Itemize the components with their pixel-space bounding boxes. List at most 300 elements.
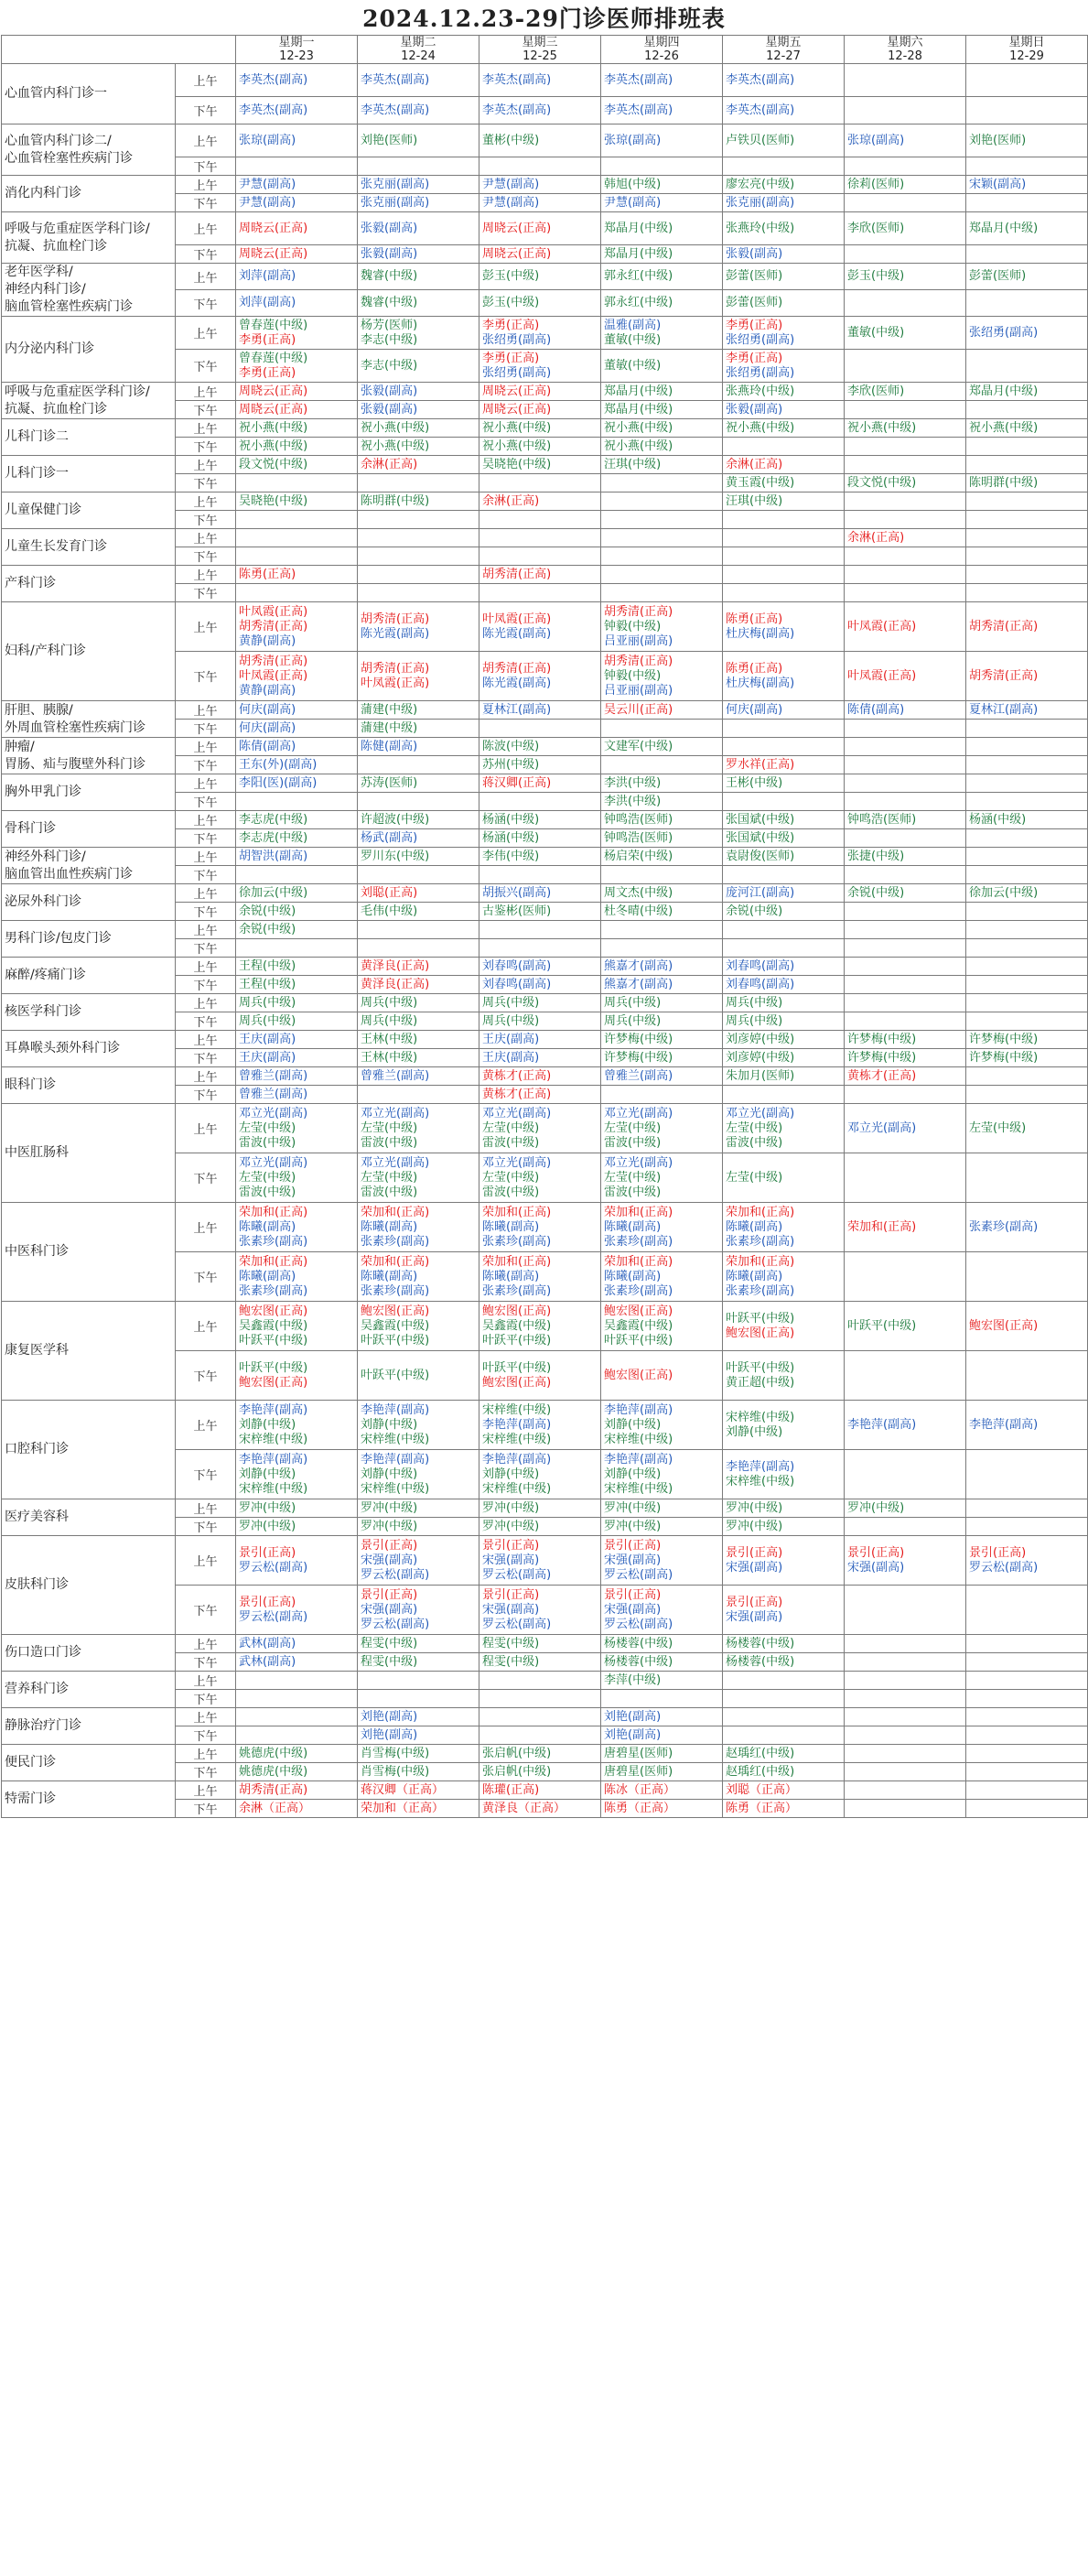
schedule-cell — [358, 976, 479, 994]
schedule-cell — [845, 1781, 966, 1800]
afternoon-label: 下午 — [176, 976, 236, 994]
schedule-cell — [723, 793, 845, 811]
doctor-entry: 左莹(中级) — [604, 1120, 662, 1135]
doctor-entry: 赵瑀红(中级) — [726, 1746, 795, 1760]
schedule-cell — [358, 1726, 479, 1745]
doctor-entry: 李英杰(副高) — [361, 103, 430, 117]
department-name — [2, 958, 176, 994]
schedule-cell — [723, 1203, 845, 1252]
doctor-entry: 杜庆梅(副高) — [726, 676, 795, 690]
department-label: 心血管内科门诊二/ 心血管栓塞性疾病门诊 — [5, 133, 133, 166]
schedule-cell — [479, 756, 601, 774]
doctor-entry: 王庆(副高) — [482, 1032, 540, 1046]
schedule-cell — [236, 1499, 358, 1518]
schedule-cell — [601, 829, 723, 848]
doctor-entry: 陈健(副高) — [361, 739, 418, 753]
doctor-entry: 吴云川(正高) — [604, 702, 673, 717]
schedule-cell — [358, 1203, 479, 1252]
schedule-cell — [479, 1499, 601, 1518]
doctor-entry: 董敏(中级) — [847, 325, 905, 340]
doctor-entry: 刘艳(副高) — [361, 1709, 418, 1724]
doctor-entry: 何庆(副高) — [239, 720, 296, 735]
schedule-cell — [358, 474, 479, 492]
doctor-entry: 张素珍(副高) — [604, 1234, 673, 1249]
doctor-entry: 黄泽良(正高) — [361, 958, 430, 973]
doctor-entry: 刘静(中级) — [239, 1417, 296, 1432]
schedule-cell — [723, 848, 845, 866]
doctor-entry: 李艳萍(副高) — [361, 1402, 430, 1417]
day-date: 12-29 — [1009, 49, 1044, 63]
schedule-cell — [723, 829, 845, 848]
schedule-cell — [479, 1800, 601, 1818]
doctor-entry: 胡秀清(正高) — [482, 567, 552, 581]
schedule-cell — [358, 1104, 479, 1153]
doctor-entry: 张琼(副高) — [847, 133, 905, 147]
doctor-entry: 程雯(中级) — [482, 1654, 540, 1669]
afternoon-label: 下午 — [176, 290, 236, 317]
afternoon-label: 下午 — [176, 1518, 236, 1536]
morning-label: 上午 — [176, 124, 236, 157]
schedule-cell — [236, 1781, 358, 1800]
schedule-cell — [236, 438, 358, 456]
doctor-entry: 李欣(医师) — [847, 384, 905, 398]
schedule-cell — [723, 245, 845, 264]
schedule-cell — [723, 921, 845, 939]
schedule-cell — [966, 774, 1088, 793]
day-date: 12-25 — [522, 49, 557, 63]
doctor-entry: 张琼(副高) — [604, 133, 662, 147]
schedule-cell — [845, 811, 966, 829]
doctor-entry: 叶凤霞(正高) — [361, 676, 430, 690]
schedule-cell — [845, 492, 966, 511]
doctor-entry: 周兵(中级) — [482, 1013, 540, 1028]
schedule-cell — [966, 903, 1088, 921]
schedule-cell — [845, 1586, 966, 1635]
doctor-entry: 尹慧(副高) — [239, 195, 296, 210]
department-label: 呼吸与危重症医学科门诊/ 抗凝、抗血栓门诊 — [5, 221, 150, 254]
doctor-entry: 吴鑫霞(中级) — [482, 1318, 552, 1333]
department-name — [2, 811, 176, 848]
schedule-cell — [358, 176, 479, 194]
doctor-entry: 张绍勇(副高) — [726, 365, 795, 380]
doctor-entry: 庞河江(副高) — [726, 885, 795, 900]
schedule-cell — [358, 264, 479, 290]
schedule-cell — [479, 848, 601, 866]
schedule-cell — [723, 1635, 845, 1653]
doctor-entry: 荣加和(正高) — [604, 1205, 673, 1219]
morning-label: 上午 — [176, 419, 236, 438]
doctor-entry: 杨芳(医师) — [361, 318, 418, 332]
doctor-entry: 周晓云(正高) — [239, 402, 308, 417]
schedule-cell — [723, 492, 845, 511]
schedule-cell — [723, 756, 845, 774]
doctor-entry: 余淋(正高) — [726, 457, 783, 471]
doctor-entry: 胡秀清(正高) — [969, 668, 1039, 683]
doctor-entry: 鲍宏图(正高) — [726, 1326, 795, 1340]
schedule-cell — [601, 1012, 723, 1031]
schedule-cell — [601, 438, 723, 456]
schedule-cell — [479, 720, 601, 738]
doctor-entry: 李英杰(副高) — [239, 103, 308, 117]
schedule-cell — [601, 1708, 723, 1726]
schedule-cell — [479, 212, 601, 245]
schedule-cell — [601, 1351, 723, 1401]
schedule-cell — [966, 652, 1088, 701]
doctor-entry: 李志(中级) — [361, 358, 418, 373]
schedule-cell — [966, 438, 1088, 456]
doctor-entry: 荣加和(正高) — [239, 1254, 308, 1269]
afternoon-label: 下午 — [176, 866, 236, 884]
afternoon-label: 下午 — [176, 1763, 236, 1781]
schedule-cell — [845, 317, 966, 350]
doctor-entry: 陈瓘(正高) — [482, 1782, 540, 1797]
schedule-cell — [966, 1351, 1088, 1401]
doctor-entry: 鲍宏图(正高) — [604, 1368, 673, 1382]
schedule-cell — [723, 566, 845, 584]
schedule-cell — [723, 264, 845, 290]
doctor-entry: 杨涵(中级) — [969, 812, 1027, 827]
schedule-cell — [236, 64, 358, 97]
schedule-cell — [966, 456, 1088, 474]
department-label: 医疗美容科 — [5, 1510, 69, 1524]
doctor-entry: 陈明群(中级) — [969, 475, 1039, 490]
doctor-entry: 周晓云(正高) — [482, 246, 552, 261]
doctor-entry: 左莹(中级) — [361, 1120, 418, 1135]
schedule-cell — [723, 1049, 845, 1067]
doctor-entry: 周兵(中级) — [604, 1013, 662, 1028]
schedule-cell — [358, 1672, 479, 1690]
schedule-cell — [479, 350, 601, 383]
schedule-cell — [358, 290, 479, 317]
doctor-entry: 杨楼蓉(中级) — [604, 1654, 673, 1669]
schedule-cell — [845, 1763, 966, 1781]
doctor-entry: 鲍宏图(正高) — [482, 1375, 552, 1390]
schedule-row — [2, 1302, 1088, 1351]
department-name — [2, 1672, 176, 1708]
schedule-cell — [723, 317, 845, 350]
schedule-cell — [723, 1518, 845, 1536]
schedule-cell — [845, 793, 966, 811]
afternoon-label: 下午 — [176, 720, 236, 738]
schedule-cell — [236, 290, 358, 317]
morning-label: 上午 — [176, 492, 236, 511]
schedule-cell — [236, 212, 358, 245]
morning-label: 上午 — [176, 317, 236, 350]
schedule-cell — [479, 939, 601, 958]
schedule-row — [2, 1104, 1088, 1153]
schedule-cell — [236, 793, 358, 811]
department-name — [2, 529, 176, 566]
morning-label: 上午 — [176, 566, 236, 584]
schedule-cell — [479, 1401, 601, 1450]
doctor-entry: 蒋汉卿(正高) — [482, 775, 552, 790]
schedule-row — [2, 848, 1088, 866]
doctor-entry: 周兵(中级) — [726, 995, 783, 1010]
schedule-cell — [601, 419, 723, 438]
schedule-cell — [479, 401, 601, 419]
schedule-row — [2, 492, 1088, 511]
schedule-cell — [845, 474, 966, 492]
schedule-cell — [845, 529, 966, 547]
schedule-cell — [966, 584, 1088, 602]
schedule-cell — [845, 958, 966, 976]
department-name — [2, 994, 176, 1031]
schedule-cell — [479, 1049, 601, 1067]
schedule-cell — [601, 492, 723, 511]
schedule-cell — [479, 456, 601, 474]
schedule-cell — [845, 1708, 966, 1726]
schedule-cell — [845, 1049, 966, 1067]
schedule-cell — [479, 994, 601, 1012]
department-name — [2, 1401, 176, 1499]
doctor-entry: 蒲建(中级) — [361, 702, 418, 717]
doctor-entry: 黄泽良（正高） — [482, 1801, 566, 1815]
schedule-cell — [358, 884, 479, 903]
doctor-entry: 雷波(中级) — [239, 1185, 296, 1199]
afternoon-label: 下午 — [176, 756, 236, 774]
doctor-entry: 左莹(中级) — [239, 1170, 296, 1185]
doctor-entry: 叶跃平(中级) — [239, 1360, 308, 1375]
department-name — [2, 738, 176, 774]
schedule-cell — [236, 584, 358, 602]
doctor-entry: 许超波(中级) — [361, 812, 430, 827]
doctor-entry: 周兵(中级) — [361, 1013, 418, 1028]
doctor-entry: 尹慧(副高) — [239, 177, 296, 191]
schedule-cell — [358, 829, 479, 848]
schedule-row — [2, 1067, 1088, 1086]
schedule-cell — [845, 584, 966, 602]
schedule-cell — [358, 456, 479, 474]
doctor-entry: 宋强(副高) — [361, 1602, 418, 1617]
doctor-entry: 李英杰(副高) — [239, 72, 308, 87]
schedule-cell — [479, 1104, 601, 1153]
afternoon-label: 下午 — [176, 829, 236, 848]
doctor-entry: 景引(正高) — [239, 1595, 296, 1609]
doctor-entry: 祝小燕(中级) — [361, 438, 430, 453]
afternoon-label: 下午 — [176, 1800, 236, 1818]
schedule-cell — [601, 566, 723, 584]
doctor-entry: 何庆(副高) — [726, 702, 783, 717]
doctor-entry: 肖雪梅(中级) — [361, 1764, 430, 1779]
doctor-entry: 武林(副高) — [239, 1654, 296, 1669]
schedule-cell — [845, 176, 966, 194]
schedule-cell — [966, 1690, 1088, 1708]
morning-label: 上午 — [176, 1635, 236, 1653]
schedule-cell — [601, 1499, 723, 1518]
schedule-cell — [723, 1012, 845, 1031]
doctor-entry: 宋颖(副高) — [969, 177, 1027, 191]
doctor-entry: 王庆(副高) — [239, 1050, 296, 1065]
schedule-cell — [358, 350, 479, 383]
schedule-cell — [966, 1708, 1088, 1726]
department-name — [2, 212, 176, 264]
schedule-cell — [845, 774, 966, 793]
doctor-entry: 张毅(副高) — [361, 221, 418, 235]
doctor-entry: 温雅(副高) — [604, 318, 662, 332]
doctor-entry: 张国斌(中级) — [726, 812, 795, 827]
schedule-cell — [236, 811, 358, 829]
schedule-cell — [845, 1726, 966, 1745]
schedule-cell — [601, 1104, 723, 1153]
doctor-entry: 李勇(正高) — [726, 351, 783, 365]
schedule-cell — [845, 1104, 966, 1153]
afternoon-label: 下午 — [176, 652, 236, 701]
doctor-entry: 景引(正高) — [969, 1545, 1027, 1560]
schedule-cell — [601, 1745, 723, 1763]
schedule-cell — [236, 1672, 358, 1690]
morning-label: 上午 — [176, 1745, 236, 1763]
doctor-entry: 陈倩(副高) — [239, 739, 296, 753]
schedule-cell — [966, 1049, 1088, 1067]
schedule-cell — [358, 1499, 479, 1518]
schedule-cell — [358, 1653, 479, 1672]
schedule-cell — [845, 921, 966, 939]
schedule-cell — [236, 1763, 358, 1781]
schedule-cell — [966, 124, 1088, 157]
doctor-entry: 曾雅兰(副高) — [361, 1068, 430, 1083]
doctor-entry: 许梦梅(中级) — [847, 1050, 917, 1065]
department-label: 麻醉/疼痛门诊 — [5, 968, 86, 982]
schedule-cell — [845, 652, 966, 701]
doctor-entry: 罗冲(中级) — [239, 1519, 296, 1533]
day-header — [479, 36, 601, 64]
doctor-entry: 黄泽良(正高) — [361, 977, 430, 991]
schedule-cell — [966, 157, 1088, 176]
schedule-row — [2, 1635, 1088, 1653]
schedule-cell — [723, 1450, 845, 1499]
schedule-cell — [723, 1104, 845, 1153]
doctor-entry: 祝小燕(中级) — [604, 420, 673, 435]
department-name — [2, 1635, 176, 1672]
schedule-cell — [966, 350, 1088, 383]
doctor-entry: 宋强(副高) — [604, 1553, 662, 1567]
doctor-entry: 祝小燕(中级) — [604, 438, 673, 453]
doctor-entry: 叶跃平(中级) — [847, 1318, 917, 1333]
doctor-entry: 徐莉(医师) — [847, 177, 905, 191]
doctor-entry: 刘萍(副高) — [239, 296, 296, 309]
doctor-entry: 李艳萍(副高) — [604, 1402, 673, 1417]
schedule-cell — [601, 511, 723, 529]
schedule-cell — [845, 903, 966, 921]
doctor-entry: 李欣(医师) — [847, 221, 905, 235]
schedule-cell — [845, 1086, 966, 1104]
day-date: 12-28 — [888, 49, 922, 63]
schedule-cell — [479, 921, 601, 939]
afternoon-label: 下午 — [176, 1049, 236, 1067]
doctor-entry: 周晓云(正高) — [239, 384, 308, 398]
day-date: 12-27 — [766, 49, 801, 63]
doctor-entry: 叶跃平(中级) — [239, 1333, 308, 1348]
doctor-entry: 叶凤霞(正高) — [239, 604, 308, 619]
schedule-cell — [479, 793, 601, 811]
doctor-entry: 祝小燕(中级) — [847, 420, 917, 435]
schedule-cell — [479, 866, 601, 884]
doctor-entry: 曾春莲(中级) — [239, 318, 308, 332]
doctor-entry: 吴晓艳(中级) — [482, 457, 552, 471]
doctor-entry: 荣加和(正高) — [239, 1205, 308, 1219]
doctor-entry: 周晓云(正高) — [482, 402, 552, 417]
schedule-cell — [723, 884, 845, 903]
doctor-entry: 许梦梅(中级) — [969, 1050, 1039, 1065]
schedule-cell — [723, 511, 845, 529]
schedule-cell — [845, 1690, 966, 1708]
schedule-cell — [479, 1203, 601, 1252]
doctor-entry: 陈曦(副高) — [604, 1269, 662, 1283]
doctor-entry: 曾雅兰(副高) — [239, 1087, 308, 1101]
department-label: 静脉治疗门诊 — [5, 1718, 81, 1733]
schedule-cell — [236, 939, 358, 958]
schedule-cell — [723, 1067, 845, 1086]
doctor-entry: 罗云松(副高) — [604, 1617, 673, 1631]
afternoon-label: 下午 — [176, 1012, 236, 1031]
department-label: 康复医学科 — [5, 1343, 69, 1358]
doctor-entry: 李艳萍(副高) — [604, 1452, 673, 1467]
doctor-entry: 蒲建(中级) — [361, 720, 418, 735]
doctor-entry: 王程(中级) — [239, 977, 296, 991]
schedule-cell — [358, 921, 479, 939]
doctor-entry: 杨涵(中级) — [482, 812, 540, 827]
schedule-cell — [236, 1800, 358, 1818]
schedule-cell — [236, 829, 358, 848]
schedule-cell — [723, 1763, 845, 1781]
schedule-cell — [236, 176, 358, 194]
afternoon-label: 下午 — [176, 194, 236, 212]
schedule-cell — [601, 350, 723, 383]
doctor-entry: 刘艳(副高) — [361, 1727, 418, 1742]
schedule-cell — [966, 264, 1088, 290]
schedule-cell — [723, 1031, 845, 1049]
doctor-entry: 吴晓艳(中级) — [239, 493, 308, 508]
schedule-cell — [601, 976, 723, 994]
doctor-entry: 汪琪(中级) — [726, 493, 783, 508]
schedule-cell — [845, 994, 966, 1012]
schedule-cell — [601, 1635, 723, 1653]
doctor-entry: 张克丽(副高) — [726, 195, 795, 210]
department-label: 肝胆、胰腺/ 外周血管栓塞性疾病门诊 — [5, 702, 145, 735]
doctor-entry: 祝小燕(中级) — [482, 438, 552, 453]
schedule-cell — [723, 1745, 845, 1763]
doctor-entry: 李英杰(副高) — [604, 103, 673, 117]
schedule-cell — [358, 438, 479, 456]
schedule-cell — [601, 1653, 723, 1672]
schedule-cell — [966, 401, 1088, 419]
doctor-entry: 邓立光(副高) — [239, 1106, 308, 1120]
doctor-entry: 张绍勇(副高) — [969, 325, 1039, 340]
doctor-entry: 刘聪(正高) — [361, 885, 418, 900]
doctor-entry: 罗云松(副高) — [604, 1567, 673, 1582]
schedule-cell — [723, 602, 845, 652]
day-header — [966, 36, 1088, 64]
department-name — [2, 492, 176, 529]
doctor-entry: 宋强(副高) — [847, 1560, 905, 1575]
schedule-cell — [479, 245, 601, 264]
doctor-entry: 周晓云(正高) — [239, 221, 308, 235]
doctor-entry: 熊嘉才(副高) — [604, 958, 673, 973]
schedule-cell — [966, 1450, 1088, 1499]
doctor-entry: 李英杰(副高) — [726, 72, 795, 87]
schedule-cell — [601, 456, 723, 474]
morning-label: 上午 — [176, 738, 236, 756]
doctor-entry: 荣加和(正高) — [482, 1205, 552, 1219]
doctor-entry: 陈曦(副高) — [361, 1219, 418, 1234]
doctor-entry: 黄栋才(正高) — [847, 1068, 917, 1083]
schedule-cell — [236, 317, 358, 350]
schedule-cell — [601, 939, 723, 958]
schedule-cell — [845, 848, 966, 866]
schedule-cell — [723, 1536, 845, 1586]
schedule-cell — [601, 64, 723, 97]
schedule-cell — [236, 921, 358, 939]
